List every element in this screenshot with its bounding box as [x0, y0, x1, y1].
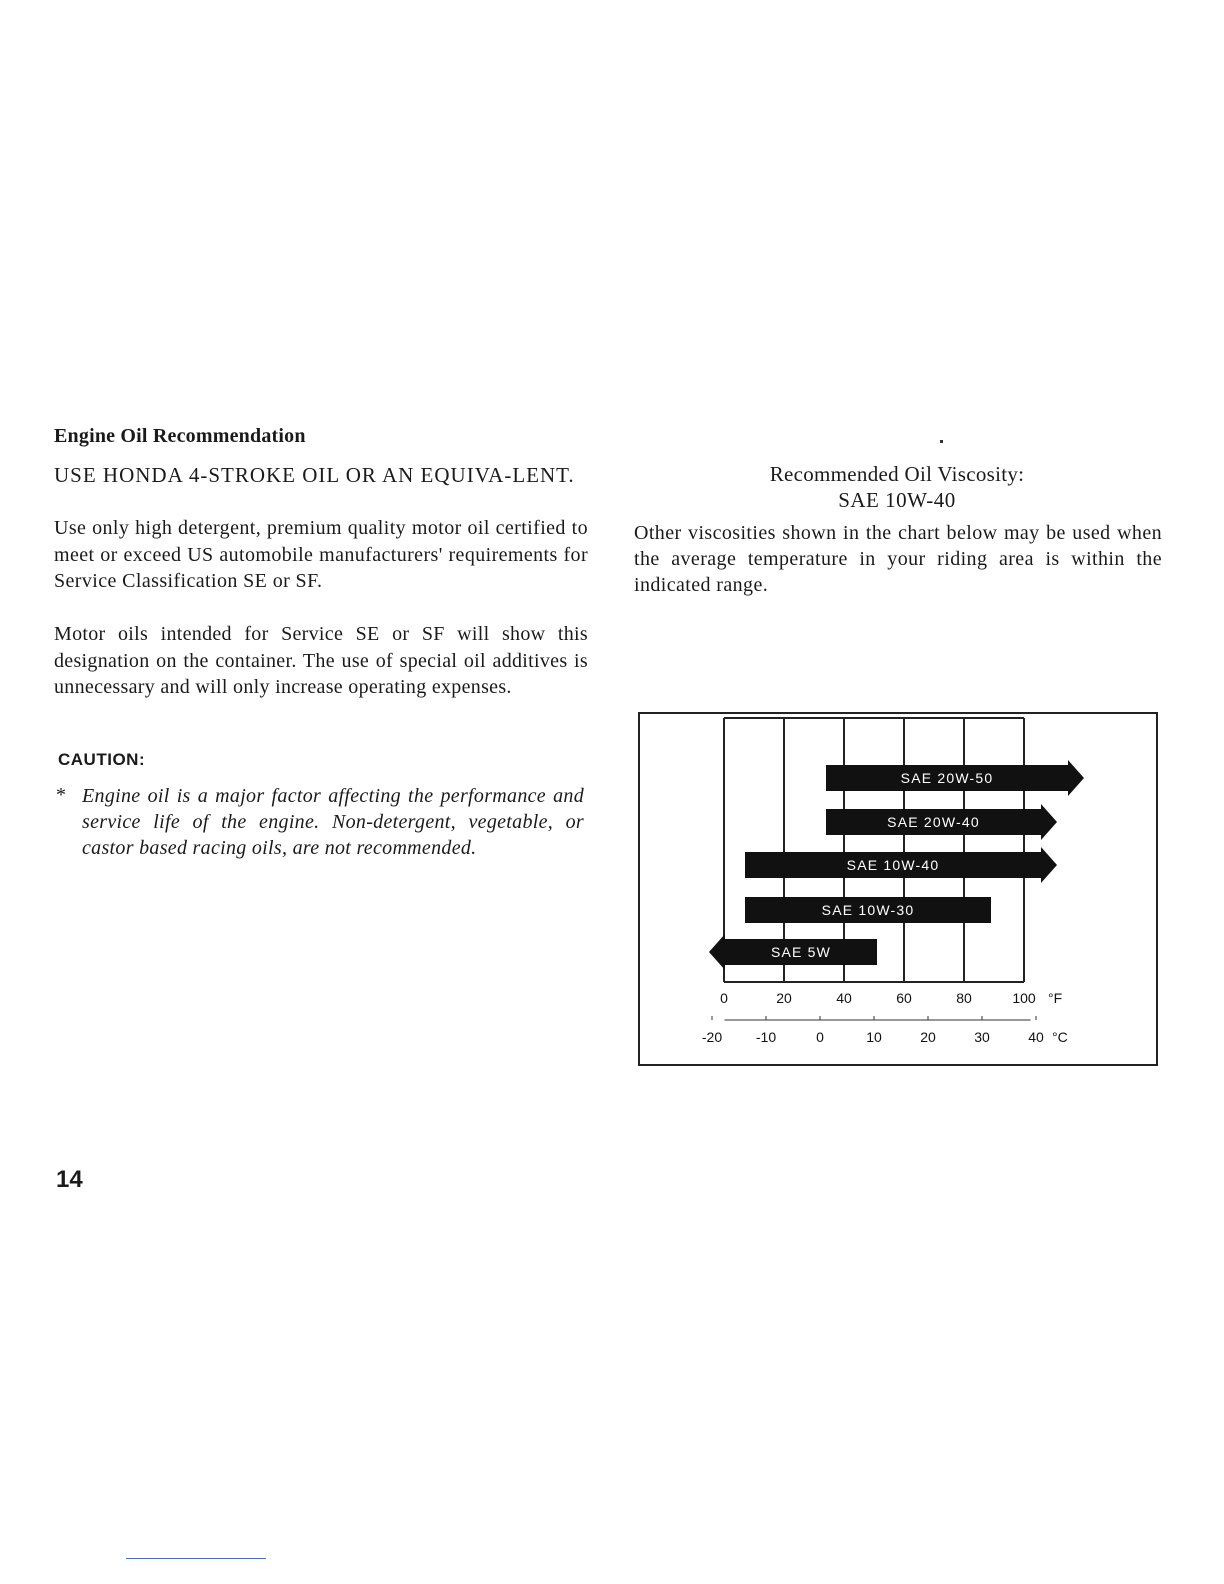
- bar-label-sae-20w-40: SAE 20W-40: [887, 814, 980, 830]
- detergent-paragraph: Use only high detergent, premium quality motor oil certified to meet or exceed US automobile manufacturers' requirements for Service Classification SE or SF.: [54, 517, 588, 592]
- bar-label-sae-5w: SAE 5W: [770, 944, 832, 960]
- bar-label-sae-10w-30: SAE 10W-30: [821, 902, 915, 918]
- f-tick-label-60: 60: [896, 990, 912, 1006]
- c-tick-label-30: 30: [974, 1029, 990, 1045]
- c-tick-label--20: -20: [701, 1029, 723, 1045]
- viscosity-title: Recommended Oil Viscosity:: [769, 462, 1025, 486]
- viscosity-chart-svg: [640, 714, 1156, 1064]
- section-heading: Engine Oil Recommendation: [54, 425, 306, 447]
- caution-bullet: *: [56, 784, 66, 806]
- bar-label-sae-10w-40: SAE 10W-40: [846, 857, 940, 873]
- f-tick-label-40: 40: [836, 990, 852, 1006]
- viscosity-value: SAE 10W-40: [838, 488, 956, 512]
- other-viscosities-paragraph: Other viscosities shown in the chart below may be used when the average temperature in your riding area is within the indicated range.: [634, 522, 1162, 596]
- c-tick-label-20: 20: [920, 1029, 936, 1045]
- additives-paragraph: Motor oils intended for Service SE or SF will show this designation on the container. The use of special oil additives is unnecessary and will only increase operating expenses.: [54, 623, 588, 698]
- use-honda-statement: USE HONDA 4-STROKE OIL OR AN EQUIVA-LENT.: [54, 463, 575, 487]
- f-tick-label-0: 0: [720, 990, 728, 1006]
- c-tick-label-10: 10: [866, 1029, 882, 1045]
- c-tick-label--10: -10: [755, 1029, 777, 1045]
- f-tick-label-20: 20: [776, 990, 792, 1006]
- bar-label-sae-20w-50: SAE 20W-50: [900, 770, 994, 786]
- c-tick-label-40: 40: [1028, 1029, 1044, 1045]
- c-unit-label: °C: [1052, 1029, 1068, 1045]
- f-tick-label-100: 100: [1012, 990, 1036, 1006]
- bottom-rule: [126, 1558, 266, 1559]
- f-tick-label-80: 80: [956, 990, 972, 1006]
- f-unit-label: °F: [1048, 990, 1063, 1006]
- c-tick-label-0: 0: [816, 1029, 824, 1045]
- stray-dot: [940, 440, 943, 443]
- caution-label: CAUTION:: [58, 750, 146, 769]
- page-number: 14: [56, 1166, 83, 1193]
- viscosity-chart: [638, 712, 1158, 1066]
- caution-text: Engine oil is a major factor affecting the performance and service life of the engine. Non-detergent, vegetable, or castor based racing oils, are not recommended.: [82, 785, 584, 859]
